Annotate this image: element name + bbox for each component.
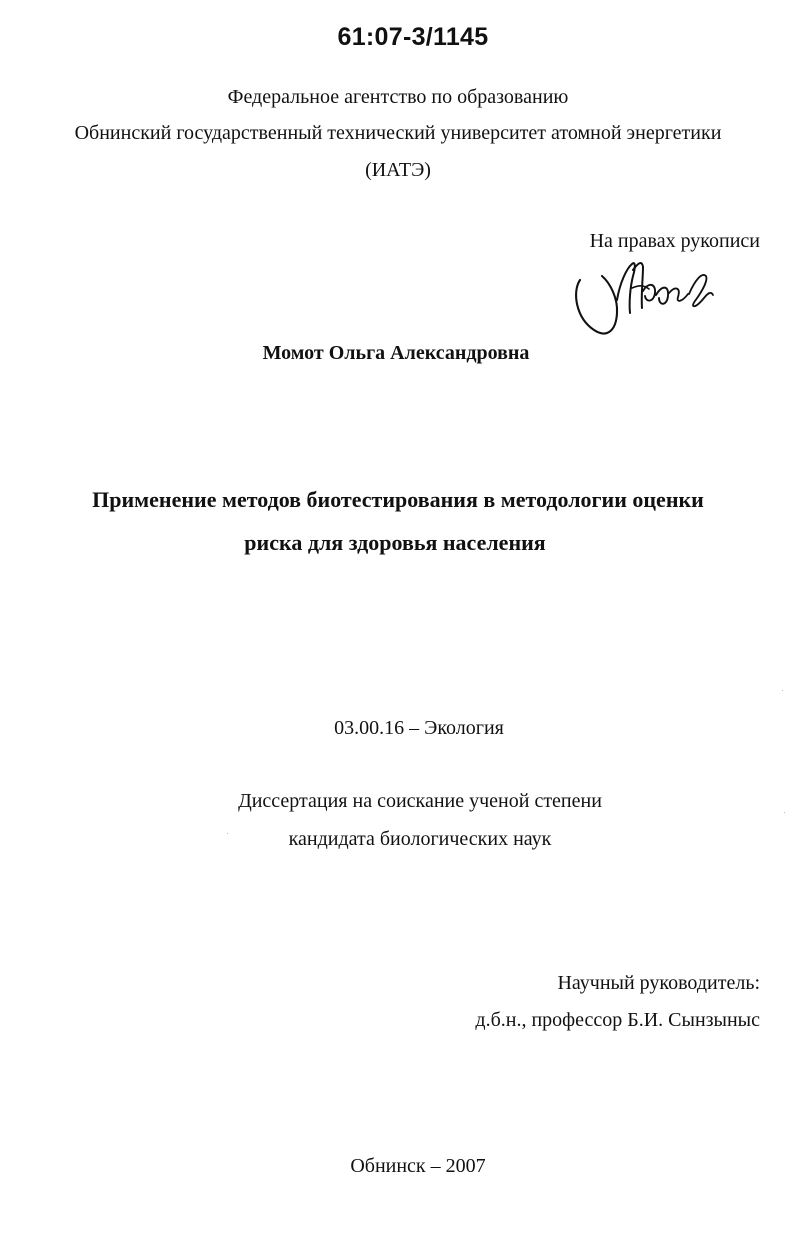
university-name: Обнинский государственный технический университет атомной энергетики: [74, 122, 722, 144]
scan-speck: [227, 833, 228, 834]
city-and-year: Обнинск – 2007: [350, 1155, 486, 1177]
scan-speck: [782, 690, 783, 691]
scan-speck: [784, 812, 785, 813]
author-name: Момот Ольга Александровна: [262, 342, 530, 364]
degree-statement-line-2: кандидата биологических наук: [288, 828, 552, 850]
university-abbreviation: (ИАТЭ): [365, 159, 431, 181]
library-shelfmark: 61:07-3/1145: [337, 23, 489, 51]
manuscript-rights-note: На правах рукописи: [589, 230, 760, 252]
scientific-advisor-name: д.б.н., профессор Б.И. Сынзыныс: [475, 1009, 760, 1031]
dissertation-title-line-1: Применение методов биотестирования в методологии оценки: [92, 487, 704, 512]
scientific-advisor-label: Научный руководитель:: [557, 972, 760, 994]
specialty-code: 03.00.16 – Экология: [334, 717, 504, 739]
dissertation-title-line-2: риска для здоровья населения: [244, 530, 546, 555]
degree-statement-line-1: Диссертация на соискание ученой степени: [238, 790, 602, 812]
author-signature: [572, 258, 717, 340]
agency-name: Федеральное агентство по образованию: [227, 86, 569, 108]
